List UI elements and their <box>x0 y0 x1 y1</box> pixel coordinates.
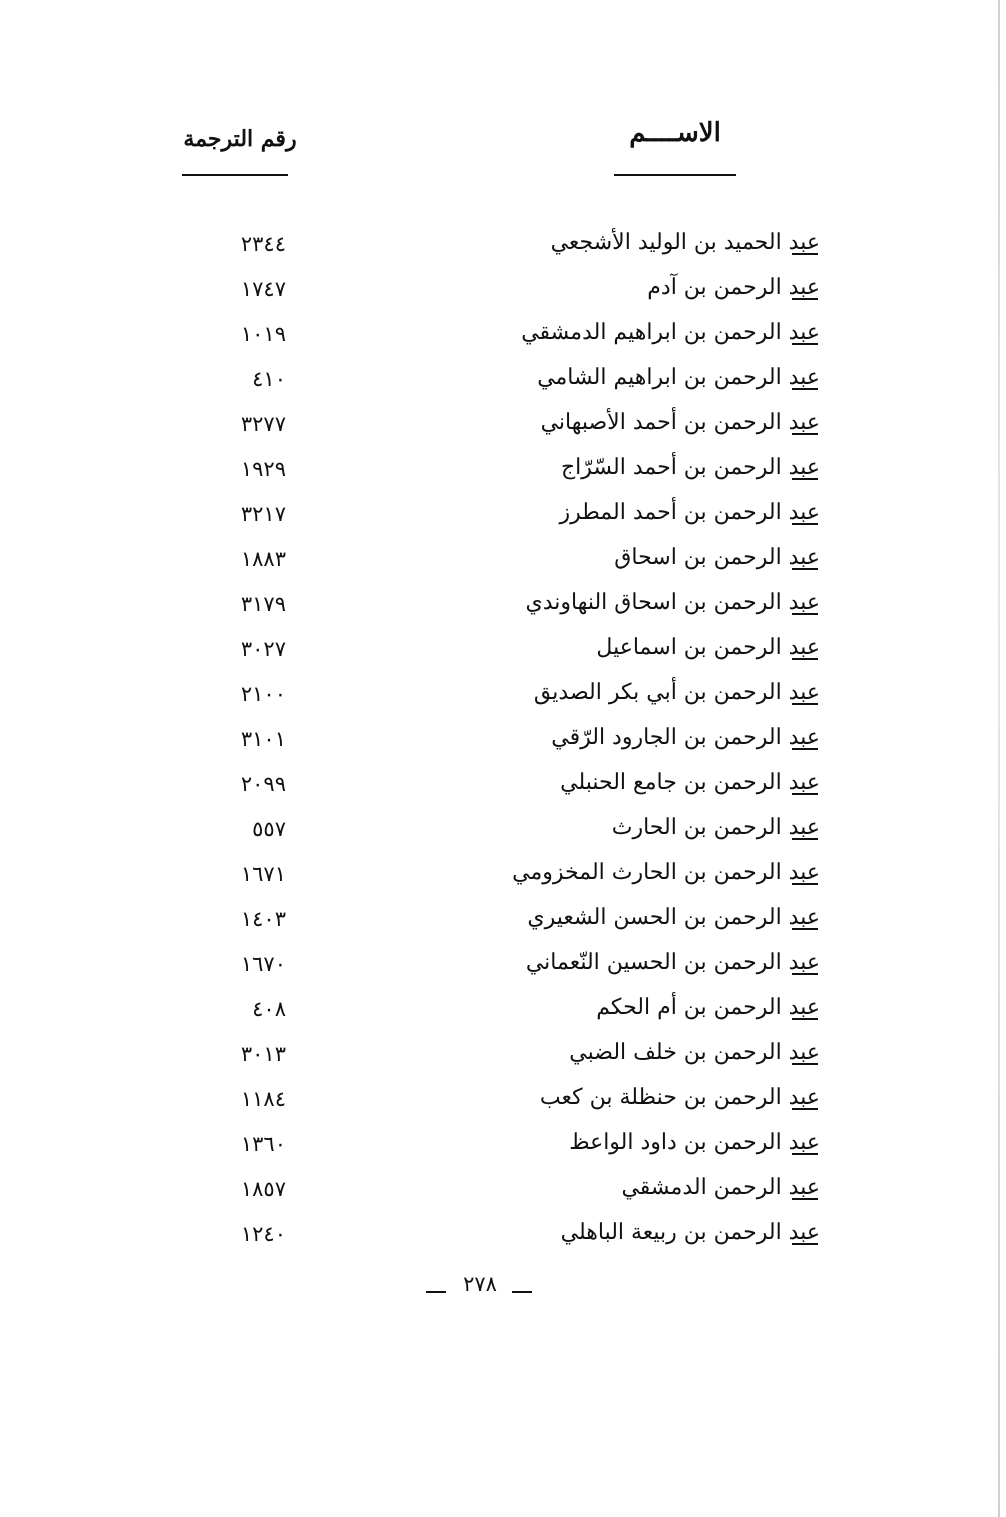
index-entry <box>0 1079 1006 1124</box>
entry-name: عبد الرحمن بن داود الواعظ <box>569 1130 820 1155</box>
index-entry <box>0 314 1006 359</box>
index-entry <box>0 449 1006 494</box>
index-entry <box>0 1034 1006 1079</box>
entry-name: عبد الرحمن بن أبي بكر الصديق <box>533 680 820 705</box>
entry-name: عبد الرحمن بن الحارث المخزومي <box>512 860 820 885</box>
index-entry <box>0 854 1006 899</box>
entry-number: ٣٢١٧ <box>240 502 286 526</box>
entry-name: عبد الرحمن بن الجارود الرّقي <box>551 725 820 750</box>
entry-name: عبد الرحمن بن أحمد الأصبهاني <box>540 410 820 435</box>
entry-name: عبد الرحمن بن الحارث <box>611 815 820 840</box>
index-entry <box>0 584 1006 629</box>
index-entry <box>0 494 1006 539</box>
entry-number: ١٢٤٠ <box>240 1222 286 1246</box>
entry-name: عبد الرحمن بن اسحاق <box>614 545 820 570</box>
index-entry <box>0 899 1006 944</box>
footer-dash-right <box>512 1291 532 1293</box>
entry-name: عبد الرحمن بن أحمد السّرّاج <box>560 455 820 480</box>
entry-name: عبد الرحمن بن ابراهيم الدمشقي <box>521 320 820 345</box>
page-number: ٢٧٨ <box>463 1272 497 1296</box>
entry-name: عبد الرحمن بن خلف الضبي <box>569 1040 820 1065</box>
number-heading-underline <box>182 174 288 176</box>
entry-number: ٤٠٨ <box>252 997 286 1021</box>
entry-number: ١٦٧١ <box>240 862 286 886</box>
entry-name: عبد الرحمن بن أم الحكم <box>596 995 820 1020</box>
index-entry <box>0 269 1006 314</box>
entry-number: ١١٨٤ <box>240 1087 286 1111</box>
entry-name: عبد الرحمن بن ابراهيم الشامي <box>537 365 820 390</box>
entry-number: ١٧٤٧ <box>240 277 286 301</box>
index-entry <box>0 1124 1006 1169</box>
entry-number: ٣٠٢٧ <box>240 637 286 661</box>
index-entry <box>0 764 1006 809</box>
index-entry <box>0 224 1006 269</box>
number-column-heading: رقم الترجمة <box>183 126 297 152</box>
index-entry <box>0 1214 1006 1259</box>
entry-name: عبد الرحمن بن حنظلة بن كعب <box>539 1085 820 1110</box>
entry-number: ٢٠٩٩ <box>240 772 286 796</box>
entry-number: ٢١٠٠ <box>240 682 286 706</box>
index-entry <box>0 809 1006 854</box>
entry-number: ٣٢٧٧ <box>240 412 286 436</box>
footer-dash-left <box>426 1291 446 1293</box>
entry-name: عبد الرحمن بن جامع الحنبلي <box>560 770 820 795</box>
name-column-heading: الاســــم <box>629 118 721 148</box>
index-entry <box>0 1169 1006 1214</box>
index-entry <box>0 719 1006 764</box>
entry-number: ٥٥٧ <box>252 817 286 841</box>
entry-number: ١٠١٩ <box>240 322 286 346</box>
entry-number: ٣١٠١ <box>240 727 286 751</box>
entry-name: عبد الرحمن بن الحسن الشعيري <box>527 905 820 930</box>
entry-number: ٤١٠ <box>252 367 286 391</box>
entry-name: عبد الرحمن بن الحسين النّعماني <box>525 950 820 975</box>
entry-number: ١٨٨٣ <box>240 547 286 571</box>
entry-name: عبد الرحمن بن ربيعة الباهلي <box>560 1220 820 1245</box>
entry-name: عبد الحميد بن الوليد الأشجعي <box>550 230 820 255</box>
entry-name: عبد الرحمن بن أحمد المطرز <box>559 500 820 525</box>
entry-number: ٣٠١٣ <box>240 1042 286 1066</box>
entry-number: ١٩٢٩ <box>240 457 286 481</box>
entry-number: ١٨٥٧ <box>240 1177 286 1201</box>
entry-name: عبد الرحمن بن آدم <box>647 275 820 300</box>
entry-number: ٢٣٤٤ <box>240 232 286 256</box>
entry-number: ١٤٠٣ <box>240 907 286 931</box>
index-entry <box>0 404 1006 449</box>
index-entry <box>0 359 1006 404</box>
index-entry <box>0 674 1006 719</box>
index-entry <box>0 989 1006 1034</box>
entry-number: ١٦٧٠ <box>240 952 286 976</box>
index-entry <box>0 539 1006 584</box>
entry-name: عبد الرحمن الدمشقي <box>621 1175 820 1200</box>
entry-number: ١٣٦٠ <box>240 1132 286 1156</box>
entry-number: ٣١٧٩ <box>240 592 286 616</box>
entry-name: عبد الرحمن بن اسحاق النهاوندي <box>525 590 820 615</box>
index-entries-list <box>0 224 1006 1259</box>
entry-name: عبد الرحمن بن اسماعيل <box>596 635 820 660</box>
page-footer <box>400 1272 560 1306</box>
name-heading-underline <box>614 174 736 176</box>
index-entry <box>0 944 1006 989</box>
index-entry <box>0 629 1006 674</box>
